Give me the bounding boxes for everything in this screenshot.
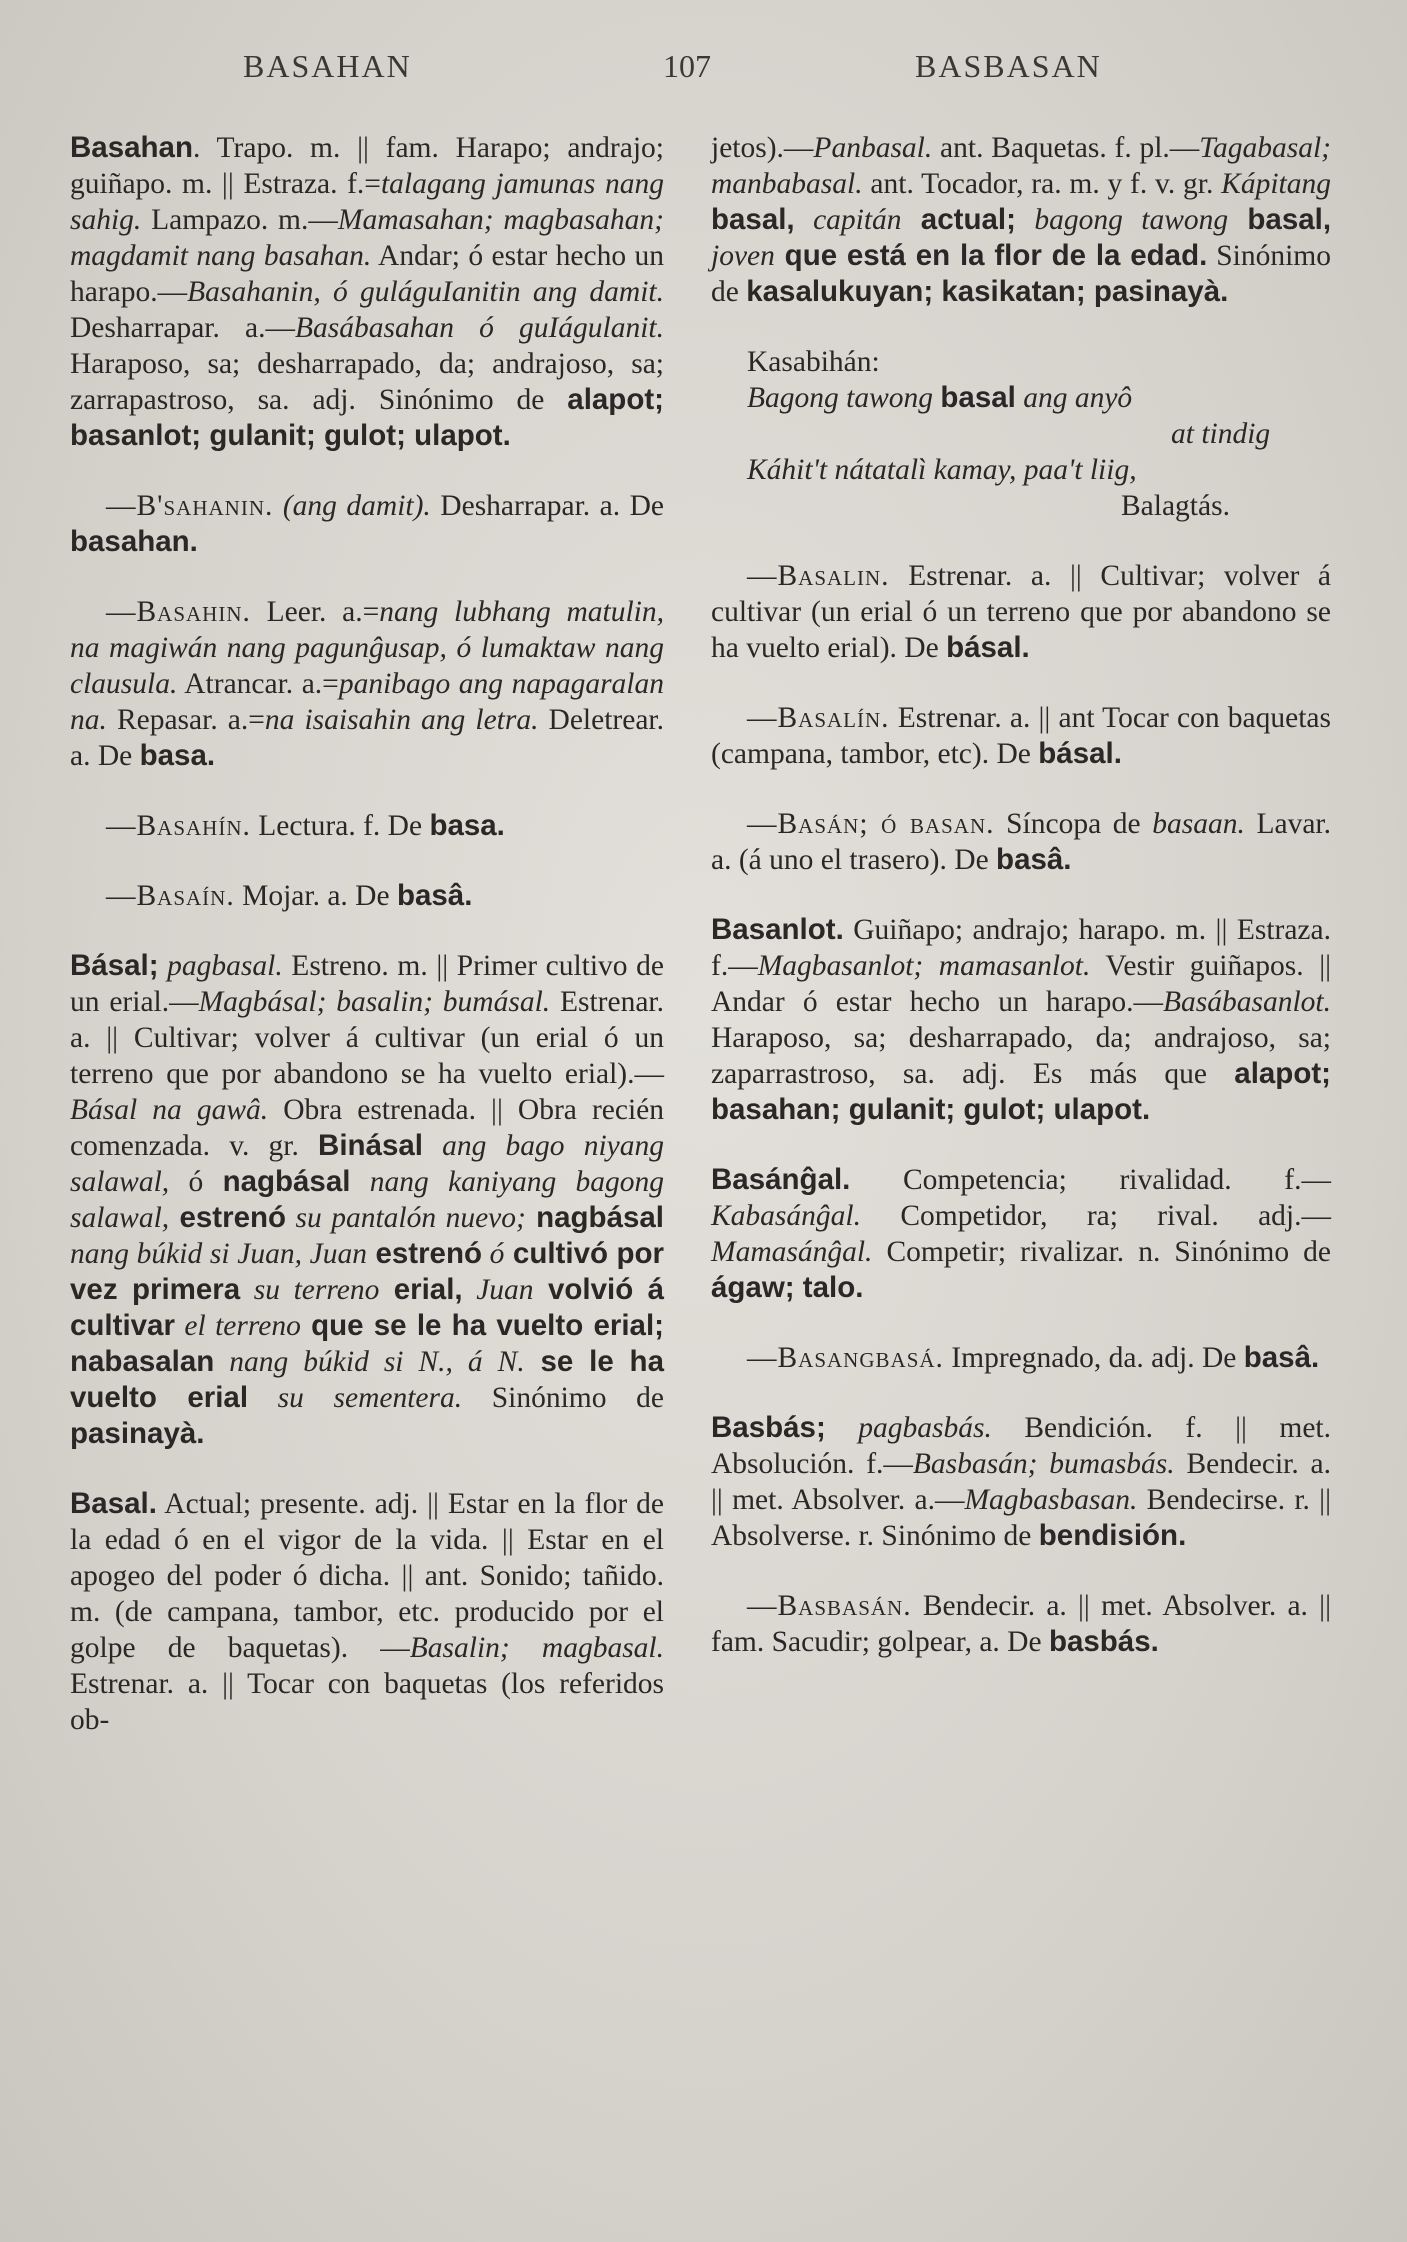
bold-term: erial,	[379, 1273, 463, 1306]
example-text: Basábasahan ó guIágulanit.	[294, 312, 664, 344]
definition-text: Sinónimo de	[462, 1382, 664, 1414]
entry-basahin	[70, 594, 664, 774]
definition-text: Competir; rivalizar. n. Sinónimo de	[872, 1236, 1331, 1268]
example-text: Magbasbasan.	[964, 1484, 1138, 1516]
definition-text: Deletrear. a. De	[70, 704, 664, 772]
definition-text: . Trapo. m. || fam. Harapo; andrajo; guiñapo. m. || Estraza. f.=	[70, 132, 664, 200]
definition-text: ant. Baquetas. f. pl.—	[932, 132, 1200, 164]
definition-text: Bendecir. a. || met. Absolver. a.—	[711, 1448, 1331, 1516]
definition-text: jetos).—	[711, 132, 814, 164]
derived-headword: —Basbasán.	[747, 1590, 912, 1622]
derived-headword: —Basalín.	[747, 702, 890, 734]
bold-term: basal,	[711, 203, 795, 236]
bold-term: actual;	[901, 203, 1016, 236]
entry-basal-actual	[70, 1486, 664, 1738]
bold-term: nagbásal	[525, 1201, 664, 1234]
bold-term: cultivó por vez primera	[70, 1237, 665, 1306]
bold-term: basal,	[1228, 203, 1332, 236]
bold-term: se le ha vuelto erial	[70, 1345, 664, 1414]
headword: Basal.	[70, 1487, 157, 1520]
example-text: Básal na gawâ.	[70, 1094, 269, 1126]
quote-author: Balagtás.	[1121, 490, 1230, 522]
entry-basangal	[711, 1162, 1331, 1306]
definition-text: Mojar. a. De	[234, 880, 397, 912]
example-text: Basalin; magbasal.	[409, 1632, 664, 1664]
example-text: Tagabasal; manbabasal.	[711, 132, 1331, 200]
example-text: nang kaniyang bagong salawal,	[70, 1166, 665, 1234]
example-text: Basbasán; bumasbás.	[912, 1448, 1175, 1480]
definition-text: Desharrapar. a.—	[70, 312, 295, 344]
derived-headword: —Basalin.	[747, 560, 890, 592]
definition-text: Guiñapo; andrajo; harapo. m. || Estraza. f.—	[711, 914, 1331, 982]
example-text: pagbasal.	[158, 950, 283, 982]
definition-text: Repasar. a.=	[106, 704, 265, 736]
definition-text: Desharrapar. a. De	[430, 490, 664, 522]
example-text: na isaisahin ang letra.	[264, 704, 539, 736]
page-number: 107	[663, 48, 711, 84]
entry-basal-estreno	[70, 948, 664, 1452]
entry-bsahanin	[70, 488, 664, 560]
headword: Basanlot.	[711, 913, 844, 946]
proverb-quote	[711, 344, 1331, 524]
definition-text: Impregnado, da. adj. De	[943, 1342, 1244, 1374]
example-text: Kápitang	[1221, 168, 1331, 200]
definition-text: Competencia; rivalidad. f.—	[850, 1164, 1331, 1196]
definition-text: Estrenar. a. || Cultivar; volver á cultivar (un erial ó un terreno que por abandono se ha vuelto erial).—	[70, 986, 664, 1090]
synonyms: kasalukuyan; kasikatan; pasinayà.	[746, 275, 1229, 308]
entry-basalin-tocar	[711, 700, 1331, 772]
definition-text: ó	[169, 1166, 223, 1198]
headword: Basahan	[70, 131, 193, 164]
quote-text: ang anyô	[1015, 382, 1133, 414]
root-word: básal.	[1038, 737, 1122, 770]
example-text: su sementera.	[248, 1382, 463, 1414]
bold-term: que se le ha vuelto erial; nabasalan	[70, 1309, 664, 1378]
definition-text: Síncopa de	[994, 808, 1153, 840]
synonyms: pasinayà.	[70, 1417, 205, 1450]
example-text: talagang jamunas nang sahig.	[70, 168, 664, 236]
definition-text: Lampazo. m.—	[141, 204, 338, 236]
derived-headword: —Basán; ó basan.	[747, 808, 995, 840]
entry-basal-continued	[711, 130, 1331, 310]
definition-text: Competidor, ra; rival. adj.—	[860, 1200, 1331, 1232]
entry-basalin	[711, 558, 1331, 666]
entry-basahin-lectura	[70, 808, 664, 844]
root-word: basa.	[139, 739, 216, 772]
root-word: basâ.	[396, 879, 473, 912]
entry-basahan	[70, 130, 664, 454]
definition-text: ant. Tocador, ra. m. y f. v. gr.	[862, 168, 1222, 200]
synonyms: bendisión.	[1038, 1519, 1187, 1552]
derived-headword: —Basangbasá.	[747, 1342, 944, 1374]
example-text: Kabasánĝal.	[711, 1200, 861, 1232]
quote-line: at tindig	[1171, 418, 1271, 450]
definition-text: Leer. a.=	[250, 596, 380, 628]
root-word: basa.	[429, 809, 505, 842]
root-word: basbás.	[1048, 1625, 1159, 1658]
definition-text: Haraposo, sa; desharrapado, da; andrajoso, sa; zaparrastroso, sa. adj. Es más que	[711, 1022, 1331, 1090]
quote-text: Bagong tawong	[747, 382, 941, 414]
example-text: joven	[711, 240, 775, 272]
example-text: nang búkid si Juan, Juan	[70, 1238, 367, 1270]
headword: Basánĝal.	[711, 1163, 851, 1196]
header-right-guideword: BASBASAN	[915, 48, 1102, 84]
definition-text: Obra estrenada. || Obra recién comenzada. v. gr.	[70, 1094, 664, 1162]
left-column	[70, 130, 664, 1772]
entry-basbas	[711, 1410, 1331, 1554]
root-word: basahan.	[70, 525, 198, 558]
definition-text: Lavar. a. (á uno el trasero). De	[711, 808, 1332, 876]
example-text: capitán	[794, 204, 902, 236]
definition-text: Estrenar. a. || ant Tocar con baquetas (campana, tambor, etc). De	[711, 702, 1331, 770]
example-text: ang bago niyang salawal,	[70, 1130, 664, 1198]
example-text: (ang damit).	[273, 490, 431, 522]
definition-text: Vestir guiñapos. || Andar ó estar hecho un harapo.—	[711, 950, 1332, 1018]
example-text: Panbasal.	[813, 132, 933, 164]
quote-line: Káhit't nátatalì kamay, paa't liig,	[747, 454, 1137, 486]
example-text: el terreno	[174, 1310, 301, 1342]
quote-bold: basal	[940, 381, 1016, 414]
bold-term: Binásal	[318, 1129, 423, 1162]
quote-label: Kasabihán:	[747, 346, 880, 378]
bold-term: estrenó	[366, 1237, 483, 1270]
definition-text: Haraposo, sa; desharrapado, da; andrajoso, sa; zarrapastroso, sa. adj. Sinónimo de	[70, 348, 664, 416]
example-text: bagong tawong	[1015, 204, 1229, 236]
root-word: basâ.	[996, 843, 1072, 876]
example-text: panibago ang napagaralan na.	[70, 668, 664, 736]
definition-text: Bendición. f. || met. Absolución. f.—	[711, 1412, 1331, 1480]
derived-headword: —Basahin.	[106, 596, 251, 628]
entry-basain	[70, 878, 664, 914]
entry-basbasan	[711, 1588, 1331, 1660]
definition-text: Actual; presente. adj. || Estar en la flor de la edad ó en el vigor de la vida. || Estar en el apogeo del poder ó dicha. || ant. Sonido; tañido. m. (de campana, tambor, etc. producido por el golpe de baquetas). —	[70, 1488, 664, 1664]
definition-text: Bendecirse. r. || Absolverse. r. Sinónimo de	[711, 1484, 1331, 1552]
example-text: su terreno	[240, 1274, 380, 1306]
definition-text: Atrancar. a.=	[177, 668, 339, 700]
headword: Básal;	[70, 949, 159, 982]
example-text: Basahanin, ó guláguIanitin ang damit.	[187, 276, 664, 308]
entry-basan	[711, 806, 1331, 878]
example-text: Juan	[462, 1274, 534, 1306]
example-text: ó	[482, 1238, 505, 1270]
headword: Basbás;	[711, 1411, 826, 1444]
root-word: basâ.	[1243, 1341, 1320, 1374]
entry-basangbasa	[711, 1340, 1331, 1376]
example-text: Magbásal; basalin; bumásal.	[198, 986, 551, 1018]
entry-basanlot	[711, 912, 1331, 1128]
example-text: nang lubhang matulin, na magiwán nang pagunĝusap, ó lumaktaw nang clausula.	[70, 596, 664, 700]
example-text: Mamasahan; magbasahan; magdamit nang basahan.	[70, 204, 664, 272]
synonyms: alapot; basahan; gulanit; gulot; ulapot.	[711, 1057, 1331, 1126]
bold-term: nagbásal	[222, 1165, 351, 1198]
quote-line	[711, 380, 1331, 416]
definition-text: Estreno. m. || Primer cultivo de un erial.—	[70, 950, 664, 1018]
example-text: su pantalón nuevo;	[286, 1202, 526, 1234]
definition-text: Bendecir. a. || met. Absolver. a. || fam. Sacudir; golpear, a. De	[711, 1590, 1331, 1658]
root-word: básal.	[946, 631, 1030, 664]
example-text: pagbasbás.	[825, 1412, 992, 1444]
definition-text: Estrenar. a. || Tocar con baquetas (los referidos ob-	[70, 1668, 664, 1736]
derived-headword: —B'sahanin.	[106, 490, 274, 522]
running-header	[0, 48, 1407, 98]
example-text: basaan.	[1152, 808, 1245, 840]
right-column	[711, 130, 1331, 1694]
derived-headword: —Basaín.	[106, 880, 235, 912]
bold-term: que está en la flor de la edad.	[774, 239, 1208, 272]
derived-headword: —Basahín.	[106, 810, 251, 842]
example-text: nang búkid si N., á N.	[214, 1346, 525, 1378]
header-left-guideword: BASAHAN	[243, 48, 412, 84]
example-text: Basábasanlot.	[1163, 986, 1331, 1018]
definition-text: Andar; ó estar hecho un harapo.—	[70, 240, 665, 308]
definition-text: Lectura. f. De	[250, 810, 430, 842]
example-text: Magbasanlot; mamasanlot.	[757, 950, 1091, 982]
synonyms: alapot; basanlot; gulanit; gulot; ulapot.	[70, 383, 664, 452]
synonyms: ágaw; talo.	[711, 1271, 864, 1304]
bold-term: volvió á cultivar	[70, 1273, 665, 1342]
definition-text: Sinónimo de	[711, 240, 1332, 308]
definition-text: Estrenar. a. || Cultivar; volver á cultivar (un erial ó un terreno que por abandono se ha vuelto erial). De	[711, 560, 1331, 664]
bold-term: estrenó	[169, 1201, 287, 1234]
example-text: Mamasánĝal.	[711, 1236, 873, 1268]
